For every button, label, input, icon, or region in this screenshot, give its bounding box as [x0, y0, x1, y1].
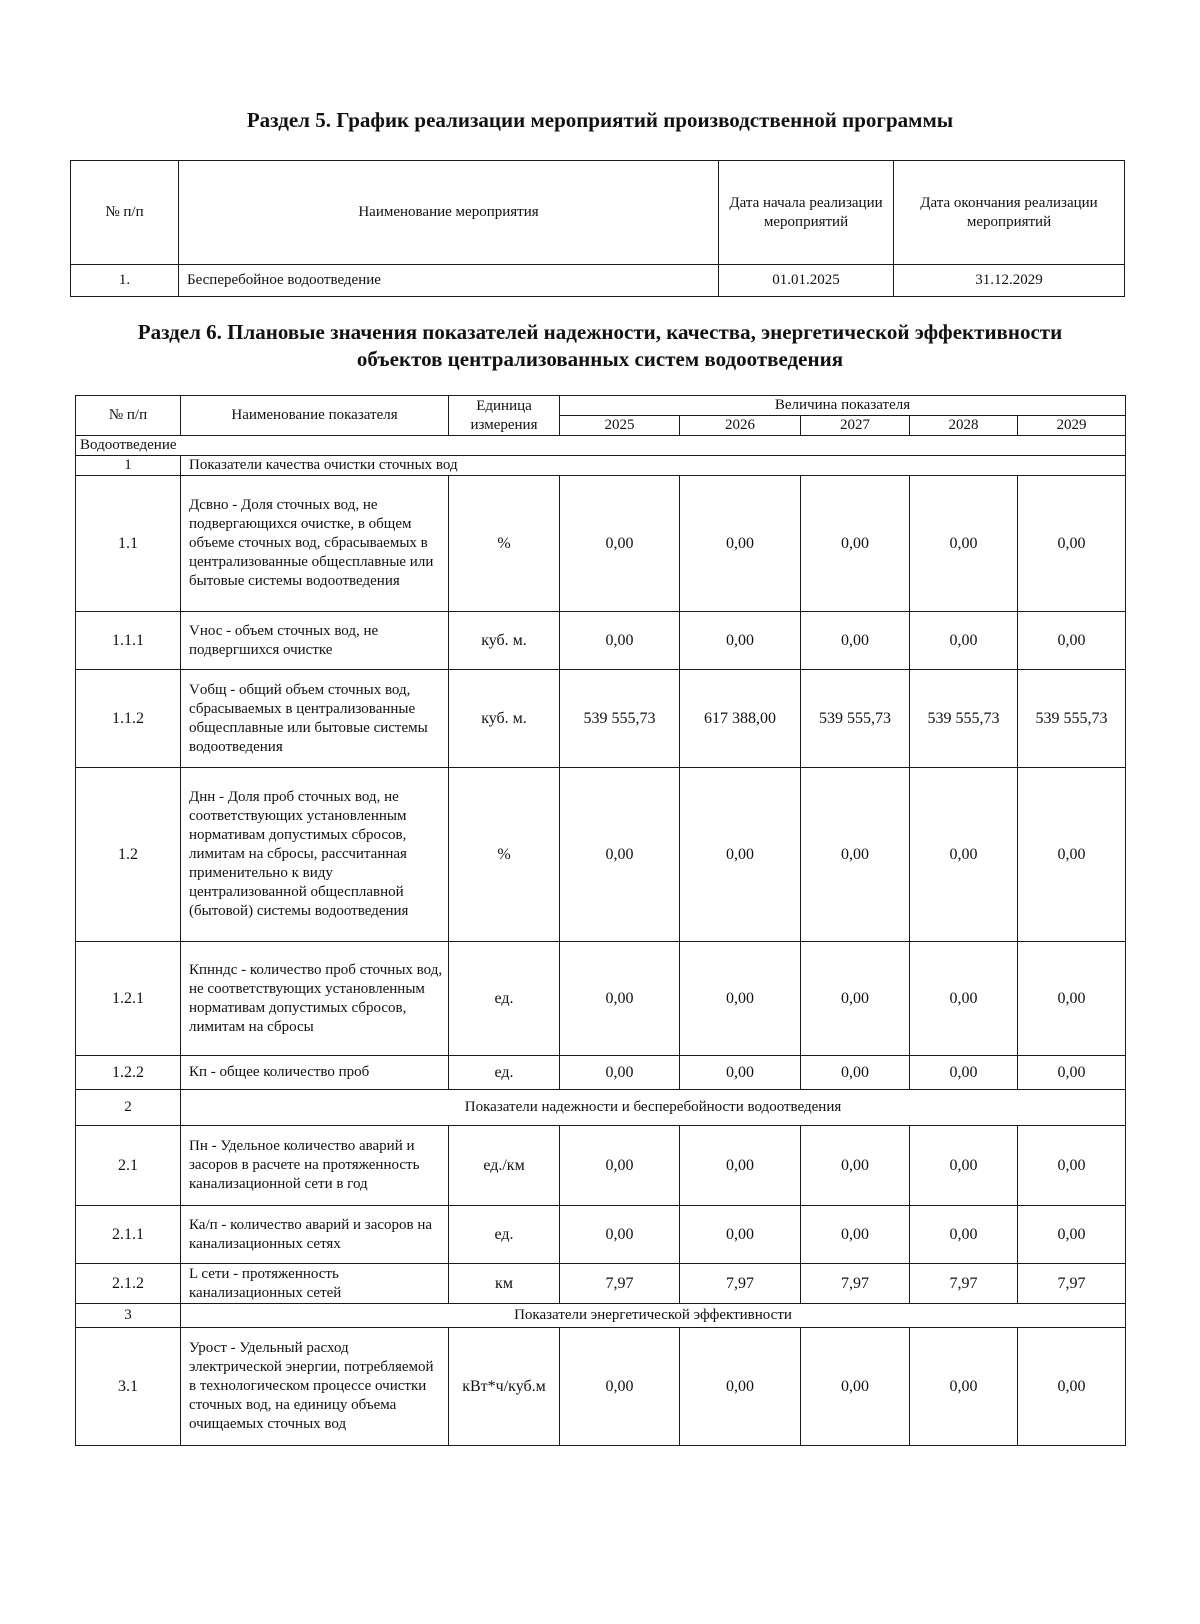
row-value: 7,97: [560, 1264, 680, 1304]
row-value: 0,00: [560, 1328, 680, 1446]
header-end-date: Дата окончания реализации мероприятий: [894, 161, 1125, 265]
row-num: 3.1: [76, 1328, 181, 1446]
row-indicator-name: Пн - Удельное количество аварий и засоров в расчете на протяженность канализационной сети в год: [181, 1126, 449, 1206]
row-value: 0,00: [801, 1328, 910, 1446]
row-indicator-name: Vнос - объем сточных вод, не подвергшихся очистке: [181, 612, 449, 670]
row-value: 0,00: [910, 476, 1018, 612]
row-unit: ед./км: [449, 1126, 560, 1206]
row-value: 0,00: [1018, 1126, 1126, 1206]
header-unit: Единица измерения: [449, 396, 560, 436]
row-num: 1.2: [76, 768, 181, 942]
header-num: № п/п: [76, 396, 181, 436]
group-row: [76, 456, 1126, 476]
indicators-table: [75, 395, 1126, 1446]
row-num: 1.1.2: [76, 670, 181, 768]
row-value: 0,00: [1018, 612, 1126, 670]
row-value: 0,00: [560, 476, 680, 612]
group-num: 3: [76, 1304, 181, 1328]
header-year: 2029: [1018, 416, 1126, 436]
section5-title: Раздел 5. График реализации мероприятий производственной программы: [246, 108, 954, 132]
table-row: [76, 1126, 1126, 1206]
row-num: 2.1.2: [76, 1264, 181, 1304]
table-row: [76, 1206, 1126, 1264]
row-value: 0,00: [910, 768, 1018, 942]
row-value: 0,00: [680, 768, 801, 942]
row-indicator-name: L сети - протяженность канализационных сетей: [181, 1264, 449, 1304]
table-row: [76, 942, 1126, 1056]
group-row: [76, 1090, 1126, 1126]
group-title: Показатели энергетической эффективности: [181, 1304, 1126, 1328]
row-value: 0,00: [680, 476, 801, 612]
row-value: 539 555,73: [560, 670, 680, 768]
row-num: 2.1: [76, 1126, 181, 1206]
group-title: Показатели надежности и бесперебойности водоотведения: [181, 1090, 1126, 1126]
group-num: 1: [76, 456, 181, 476]
row-value: 0,00: [680, 942, 801, 1056]
header-year: 2028: [910, 416, 1018, 436]
row-value: 0,00: [1018, 942, 1126, 1056]
row-value: 0,00: [560, 612, 680, 670]
row-value: 539 555,73: [1018, 670, 1126, 768]
row-value: 617 388,00: [680, 670, 801, 768]
header-indicator-name: Наименование показателя: [181, 396, 449, 436]
row-value: 0,00: [910, 1056, 1018, 1090]
row-value: 0,00: [560, 1126, 680, 1206]
header-year: 2025: [560, 416, 680, 436]
table-row: [76, 768, 1126, 942]
row-value: 0,00: [560, 1056, 680, 1090]
schedule-table: [70, 160, 1125, 297]
group-title: Показатели качества очистки сточных вод: [181, 456, 1126, 476]
category-label: Водоотведение: [76, 436, 1126, 456]
row-value: 0,00: [560, 768, 680, 942]
table-row: [76, 1328, 1126, 1446]
group-num: 2: [76, 1090, 181, 1126]
row-value: 0,00: [910, 942, 1018, 1056]
row-value: 0,00: [560, 1206, 680, 1264]
row-value: 0,00: [680, 1126, 801, 1206]
schedule-header-row: [71, 161, 1125, 265]
row-value: 0,00: [1018, 1206, 1126, 1264]
row-unit: %: [449, 476, 560, 612]
table-row: [76, 1264, 1126, 1304]
row-value: 539 555,73: [801, 670, 910, 768]
header-num: № п/п: [71, 161, 179, 265]
row-unit: км: [449, 1264, 560, 1304]
row-value: 0,00: [680, 1056, 801, 1090]
row-value: 0,00: [680, 612, 801, 670]
category-row: [76, 436, 1126, 456]
row-indicator-name: Днн - Доля проб сточных вод, не соответствующих установленным нормативам допустимых сбросов, лимитам на сбросы, рассчитанная применительно к виду централизованной общесплавной (бытовой) системы водоотведения: [181, 768, 449, 942]
row-indicator-name: Кп - общее количество проб: [181, 1056, 449, 1090]
header-year: 2026: [680, 416, 801, 436]
row-value: 0,00: [680, 1206, 801, 1264]
row-value: 0,00: [910, 1328, 1018, 1446]
row-unit: ед.: [449, 942, 560, 1056]
row-value: 0,00: [801, 612, 910, 670]
row-num: 1.1.1: [76, 612, 181, 670]
row-value: 0,00: [910, 1126, 1018, 1206]
section6-title-line1: Раздел 6. Плановые значения показателей надежности, качества, энергетической эффективности: [137, 320, 1063, 344]
header-event-name: Наименование мероприятия: [179, 161, 719, 265]
row-value: 0,00: [801, 476, 910, 612]
row-unit: кВт*ч/куб.м: [449, 1328, 560, 1446]
row-num: 1.2.2: [76, 1056, 181, 1090]
row-start-date: 01.01.2025: [719, 265, 894, 297]
row-value: 0,00: [910, 1206, 1018, 1264]
row-unit: куб. м.: [449, 612, 560, 670]
row-value: 7,97: [680, 1264, 801, 1304]
row-num: 1.1: [76, 476, 181, 612]
row-value: 7,97: [1018, 1264, 1126, 1304]
row-value: 0,00: [801, 1126, 910, 1206]
row-indicator-name: Vобщ - общий объем сточных вод, сбрасываемых в централизованные общесплавные или бытовые системы водоотведения: [181, 670, 449, 768]
group-row: [76, 1304, 1126, 1328]
header-row-1: [76, 396, 1126, 416]
row-end-date: 31.12.2029: [894, 265, 1125, 297]
row-value: 0,00: [910, 612, 1018, 670]
row-indicator-name: Ка/п - количество аварий и засоров на канализационных сетях: [181, 1206, 449, 1264]
row-value: 0,00: [801, 1056, 910, 1090]
row-num: 1.: [71, 265, 179, 297]
table-row: [76, 612, 1126, 670]
row-value: 0,00: [801, 1206, 910, 1264]
row-value: 0,00: [560, 942, 680, 1056]
row-unit: куб. м.: [449, 670, 560, 768]
row-unit: ед.: [449, 1206, 560, 1264]
row-value: 0,00: [1018, 1056, 1126, 1090]
row-value: 0,00: [1018, 1328, 1126, 1446]
row-indicator-name: Урост - Удельный расход электрической энергии, потребляемой в технологическом процессе очистки сточных вод, на единицу объема очищаемых сточных вод: [181, 1328, 449, 1446]
row-indicator-name: Дсвно - Доля сточных вод, не подвергающихся очистке, в общем объеме сточных вод, сбрасываемых в централизованные общесплавные или бытовые системы водоотведения: [181, 476, 449, 612]
row-value: 539 555,73: [910, 670, 1018, 768]
row-value: 0,00: [801, 942, 910, 1056]
row-value: 0,00: [801, 768, 910, 942]
row-indicator-name: Кпнндс - количество проб сточных вод, не соответствующих установленным нормативам допустимых сбросов, лимитам на сбросы: [181, 942, 449, 1056]
row-num: 2.1.1: [76, 1206, 181, 1264]
section6-title-line2: объектов централизованных систем водоотведения: [356, 347, 844, 371]
row-value: 0,00: [1018, 476, 1126, 612]
row-unit: ед.: [449, 1056, 560, 1090]
row-value: 7,97: [910, 1264, 1018, 1304]
header-value-group: Величина показателя: [560, 396, 1126, 416]
row-unit: %: [449, 768, 560, 942]
row-value: 0,00: [1018, 768, 1126, 942]
header-year: 2027: [801, 416, 910, 436]
row-event-name: Бесперебойное водоотведение: [179, 265, 719, 297]
table-row: [76, 476, 1126, 612]
table-row: [76, 1056, 1126, 1090]
header-start-date: Дата начала реализации мероприятий: [719, 161, 894, 265]
table-row: [76, 670, 1126, 768]
row-value: 0,00: [680, 1328, 801, 1446]
row-value: 7,97: [801, 1264, 910, 1304]
schedule-row: [71, 265, 1125, 297]
row-num: 1.2.1: [76, 942, 181, 1056]
